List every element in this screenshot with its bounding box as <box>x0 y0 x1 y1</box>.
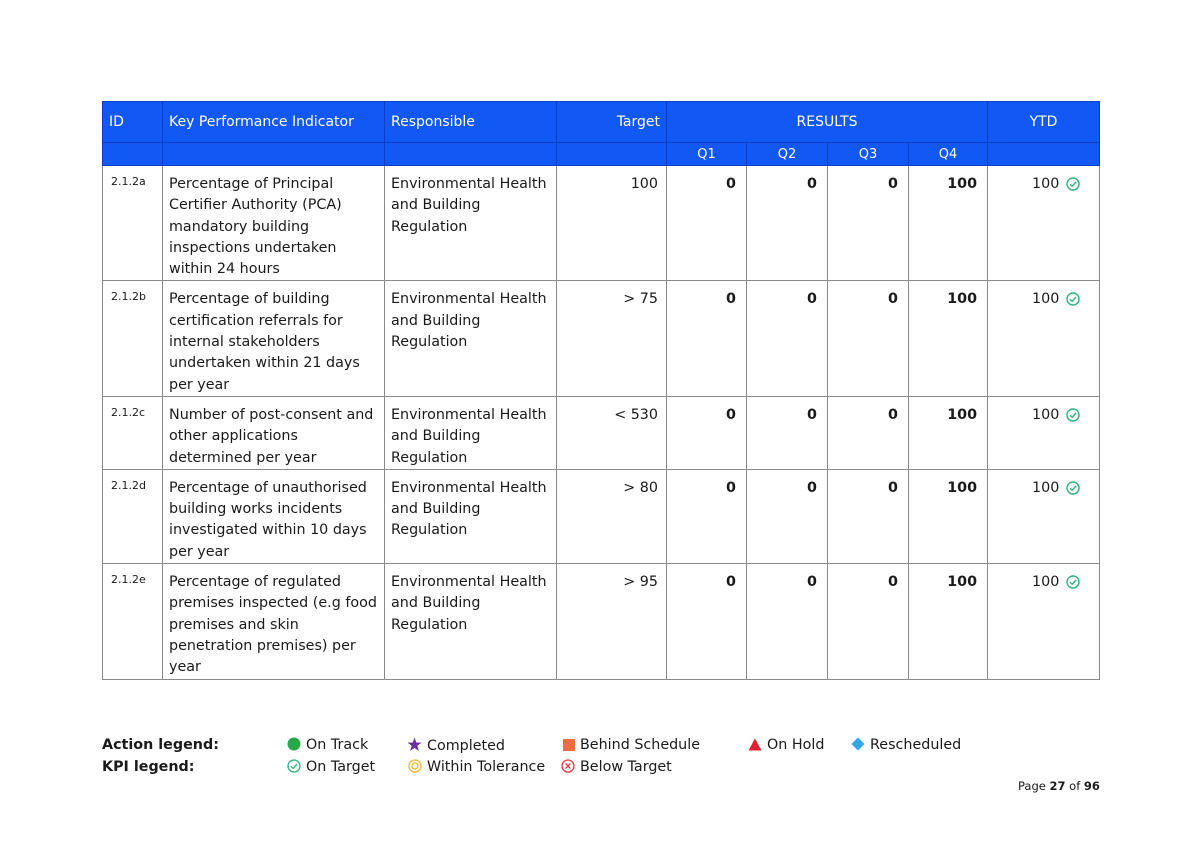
row-target: > 75 <box>557 281 667 396</box>
green-circle-icon <box>287 737 301 755</box>
row-ytd <box>988 281 1100 396</box>
row-kpi: Percentage of unauthorised building works incidents investigated within 10 days per year <box>163 469 385 563</box>
header-ytd: YTD <box>988 102 1100 143</box>
table-row <box>103 564 1100 679</box>
row-q3: 0 <box>828 396 909 469</box>
legend-on-target: On Target <box>287 759 375 777</box>
check-circle-icon <box>287 759 301 777</box>
legend-completed: Completed <box>407 737 505 756</box>
row-q4: 100 <box>909 564 988 679</box>
row-ytd <box>988 564 1100 679</box>
row-id: 2.1.2e <box>103 564 163 679</box>
on-target-icon <box>1066 292 1080 313</box>
ytd-value: 100 <box>1032 291 1060 308</box>
row-target: 100 <box>557 166 667 281</box>
header-kpi: Key Performance Indicator <box>163 102 385 143</box>
table-row <box>103 166 1100 281</box>
row-id: 2.1.2c <box>103 396 163 469</box>
legend-on-hold: On Hold <box>748 737 824 755</box>
row-target: < 530 <box>557 396 667 469</box>
kpi-legend-title: KPI legend: <box>102 759 195 775</box>
subheader-blank <box>385 143 557 166</box>
ytd-value: 100 <box>1032 176 1060 192</box>
row-q3: 0 <box>828 564 909 679</box>
legend-on-track: On Track <box>287 737 368 755</box>
row-responsible: Environmental Health and Building Regulation <box>385 166 557 281</box>
header-q1: Q1 <box>667 143 747 166</box>
row-q2: 0 <box>747 166 828 281</box>
row-q1: 0 <box>667 281 747 396</box>
row-target: > 80 <box>557 469 667 563</box>
row-ytd <box>988 469 1100 563</box>
row-q1: 0 <box>667 166 747 281</box>
header-q3: Q3 <box>828 143 909 166</box>
row-ytd <box>988 396 1100 469</box>
ytd-value: 100 <box>1032 479 1060 496</box>
row-responsible: Environmental Health and Building Regulation <box>385 281 557 396</box>
row-responsible: Environmental Health and Building Regulation <box>385 396 557 469</box>
table-row <box>103 469 1100 563</box>
header-q2: Q2 <box>747 143 828 166</box>
orange-square-icon <box>563 739 575 755</box>
header-results: RESULTS <box>667 102 988 143</box>
header-id: ID <box>103 102 163 143</box>
x-circle-icon <box>561 759 575 777</box>
row-kpi: Percentage of Principal Certifier Authority (PCA) mandatory building inspections undertaken within 24 hours <box>163 166 385 281</box>
on-target-icon <box>1066 177 1080 198</box>
legend-within-tolerance: Within Tolerance <box>408 759 545 777</box>
row-q2: 0 <box>747 564 828 679</box>
blue-diamond-icon <box>851 737 865 755</box>
row-q4: 100 <box>909 281 988 396</box>
table-row <box>103 281 1100 396</box>
table-row <box>103 396 1100 469</box>
header-responsible: Responsible <box>385 102 557 143</box>
row-q2: 0 <box>747 396 828 469</box>
subheader-blank <box>988 143 1100 166</box>
row-q3: 0 <box>828 166 909 281</box>
row-q1: 0 <box>667 469 747 563</box>
row-q1: 0 <box>667 564 747 679</box>
header-target: Target <box>557 102 667 143</box>
row-id: 2.1.2a <box>103 166 163 281</box>
concentric-circle-icon <box>408 759 422 777</box>
row-q2: 0 <box>747 281 828 396</box>
row-kpi: Percentage of building certification referrals for internal stakeholders undertaken within 21 days per year <box>163 281 385 396</box>
row-q4: 100 <box>909 396 988 469</box>
row-q3: 0 <box>828 281 909 396</box>
row-responsible: Environmental Health and Building Regulation <box>385 469 557 563</box>
ytd-value: 100 <box>1032 574 1060 591</box>
row-id: 2.1.2b <box>103 281 163 396</box>
row-q2: 0 <box>747 469 828 563</box>
header-q4: Q4 <box>909 143 988 166</box>
row-responsible: Environmental Health and Building Regulation <box>385 564 557 679</box>
legend-below-target: Below Target <box>561 759 672 777</box>
row-kpi: Number of post-consent and other applications determined per year <box>163 396 385 469</box>
row-ytd <box>988 166 1100 281</box>
row-q1: 0 <box>667 396 747 469</box>
subheader-blank <box>557 143 667 166</box>
legend-behind-schedule: Behind Schedule <box>563 737 700 755</box>
legend-rescheduled: Rescheduled <box>851 737 961 755</box>
row-q3: 0 <box>828 469 909 563</box>
row-id: 2.1.2d <box>103 469 163 563</box>
row-q4: 100 <box>909 166 988 281</box>
row-q4: 100 <box>909 469 988 563</box>
red-triangle-icon <box>748 738 762 755</box>
row-target: > 95 <box>557 564 667 679</box>
on-target-icon <box>1066 481 1080 502</box>
row-kpi: Percentage of regulated premises inspected (e.g food premises and skin penetration premises) per year <box>163 564 385 679</box>
subheader-blank <box>103 143 163 166</box>
on-target-icon <box>1066 408 1080 429</box>
action-legend-title: Action legend: <box>102 737 219 753</box>
kpi-table <box>102 101 1100 680</box>
page-number: Page 27 of 96 <box>1018 779 1100 793</box>
purple-star-icon <box>407 737 422 756</box>
ytd-value: 100 <box>1032 406 1060 423</box>
on-target-icon <box>1066 575 1080 596</box>
subheader-blank <box>163 143 385 166</box>
